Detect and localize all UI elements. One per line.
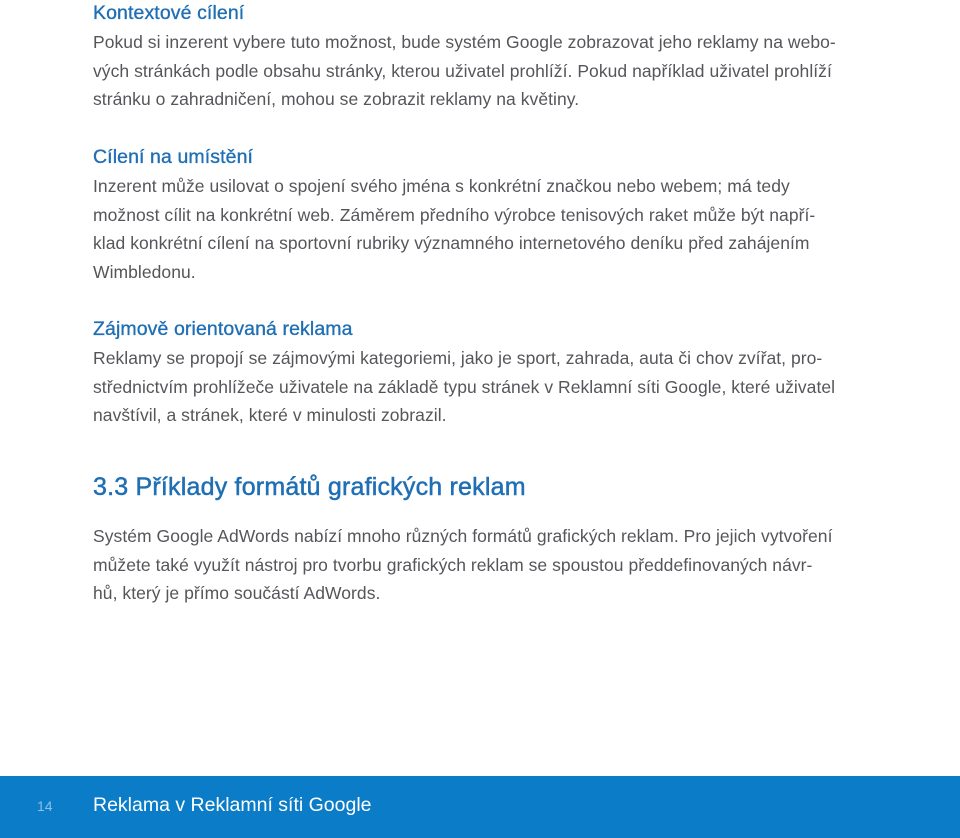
section-title: Kontextové cílení [93, 2, 245, 24]
paragraph-line: Reklamy se propojí se zájmovými kategoriemi, jako je sport, zahrada, auta či chov zvířat, pro- [93, 348, 823, 368]
footer-title: Reklama v Reklamní síti Google [93, 794, 372, 816]
paragraph-line: stránku o zahradničení, mohou se zobrazit reklamy na květiny. [93, 89, 580, 109]
paragraph-line: navštívil, a stránek, které v minulosti zobrazil. [93, 405, 447, 425]
paragraph-line: možnost cílit na konkrétní web. Záměrem předního výrobce tenisových raket může být napří- [93, 204, 816, 225]
paragraph-line: hů, který je přímo součástí AdWords. [93, 583, 381, 603]
section-zajmove-orientovana-reklama [93, 317, 883, 430]
section-title: Cílení na umístění [93, 146, 254, 168]
paragraph-line: Inzerent může usilovat o spojení svého jména s konkrétní značkou nebo webem; má tedy [93, 176, 790, 196]
chapter-section [93, 472, 883, 608]
paragraph-line: klad konkrétní cílení na sportovní rubriky významného internetového deníku před zahájením [93, 233, 810, 253]
chapter-heading: 3.3 Příklady formátů grafických reklam [93, 473, 526, 501]
page-number: 14 [37, 798, 53, 814]
paragraph-line: střednictvím prohlížeče uživatele na základě typu stránek v Reklamní síti Google, které uživatel [93, 376, 836, 397]
paragraph-line: Systém Google AdWords nabízí mnoho různých formátů grafických reklam. Pro jejich vytvoření [93, 526, 833, 546]
paragraph-line: Pokud si inzerent vybere tuto možnost, bude systém Google zobrazovat jeho reklamy na webo- [93, 32, 836, 52]
section-kontextove-cileni [93, 1, 883, 114]
paragraph-line: vých stránkách podle obsahu stránky, kterou uživatel prohlíží. Pokud například uživatel prohlíží [93, 60, 832, 81]
paragraph-line: můžete také využít nástroj pro tvorbu grafických reklam se spoustou předdefinovaných návr- [93, 554, 813, 575]
footer-bar [0, 776, 960, 838]
section-title: Zájmově orientovaná reklama [93, 318, 353, 340]
section-cileni-na-umisteni [93, 145, 883, 286]
paragraph-line: Wimbledonu. [93, 261, 196, 282]
